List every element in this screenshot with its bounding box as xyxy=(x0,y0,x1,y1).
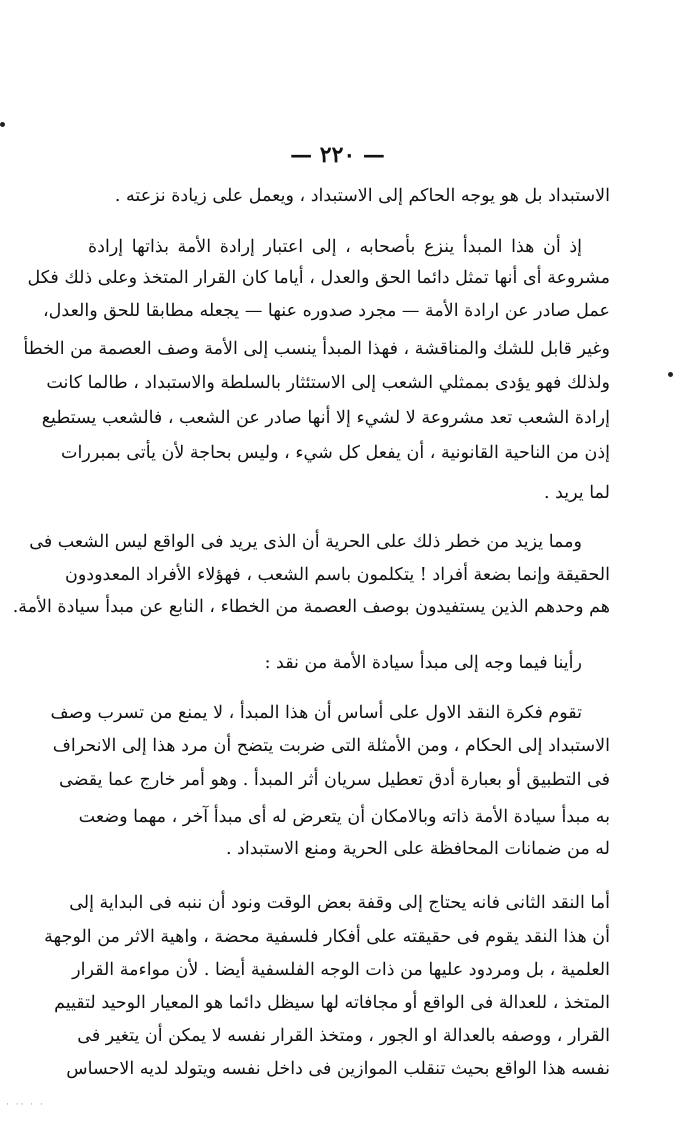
paragraph-line: ولذلك فهو يؤدى بممثلي الشعب إلى الاستئثار بالسلطة والاستبداد ، طالما كانت xyxy=(46,373,610,393)
paragraph-line: إذ أن هذا المبدأ ينزع بأصحابه ، إلى اعتبار إرادة الأمة بذاتها إرادة xyxy=(88,237,582,257)
paragraph-line: إذن من الناحية القانونية ، أن يفعل كل شيء ، وليس بحاجة لأن يأتى بمبررات xyxy=(61,443,610,463)
paragraph-line: إرادة الشعب تعد مشروعة لا لشيء إلا أنها صادر عن الشعب ، فالشعب يستطيع xyxy=(41,408,610,428)
paragraph-line: رأينا فيما وجه إلى مبدأ سيادة الأمة من نقد : xyxy=(264,653,582,673)
paragraph-line: أن هذا النقد يقوم فى حقيقته على أفكار فلسفية محضة ، واهية الاثر من الوجهة xyxy=(44,927,610,947)
paragraph-line: لما يريد . xyxy=(543,483,610,503)
paragraph-line: أما النقد الثانى فانه يحتاج إلى وقفة بعض الوقت ونود أن ننبه فى البداية إلى xyxy=(69,893,610,913)
paragraph-line: عمل صادر عن ارادة الأمة — مجرد صدوره عنها — يجعله مطابقا للحق والعدل، xyxy=(43,301,610,321)
paragraph-line: له من ضمانات المحافظة على الحرية ومنع الاستبداد . xyxy=(225,839,610,859)
paragraph-line: الاستبداد إلى الحكام ، ومن الأمثلة التى ضربت يتضح أن مرد هذا إلى الانحراف xyxy=(52,736,610,756)
paragraph-line: هم وحدهم الذين يستفيدون بوصف العصمة من الخطاء ، النابع عن مبدأ سيادة الأمة. xyxy=(12,597,610,617)
paragraph-line: القرار ، ووصفه بالعدالة او الجور ، ومتخذ القرار نفسه لا يمكن أن يتغير فى xyxy=(77,1026,610,1046)
paragraph-line: به مبدأ سيادة الأمة ذاته وبالامكان أن يتعرض له أى مبدأ آخر ، مهما وضعت xyxy=(78,807,610,827)
scan-mark-left-top xyxy=(0,122,5,127)
scan-mark-right xyxy=(668,372,673,377)
paragraph-line: المتخذ ، للعدالة فى الواقع أو مجافاته لها سيظل دائما هو المعيار الوحيد لتقييم xyxy=(54,993,610,1013)
paragraph-line: تقوم فكرة النقد الاول على أساس أن هذا المبدأ ، لا يمنع من تسرب وصف xyxy=(50,703,582,723)
paragraph-line: فى التطبيق أو بعبارة أدق تعطيل سريان أثر المبدأ . وهو أمر خارج عما يقضى xyxy=(59,770,610,790)
paragraph-line: نفسه هذا الواقع بحيث تنقلب الموازين فى داخل نفسه ويتولد لديه الاحساس xyxy=(66,1059,610,1079)
paragraph-line: الاستبداد بل هو يوجه الحاكم إلى الاستبداد ، ويعمل على زيادة نزعته . xyxy=(114,186,610,206)
paragraph-line: الحقيقة وإنما بضعة أفراد ! يتكلمون باسم الشعب ، فهؤلاء الأفراد المعدودون xyxy=(64,565,610,585)
paragraph-line: وغير قابل للشك والمناقشة ، فهذا المبدأ ينسب إلى الأمة وصف العصمة من الخطأ xyxy=(23,339,610,359)
scan-noise: · ·· · · xyxy=(6,1100,45,1110)
paragraph-line: ومما يزيد من خطر ذلك على الحرية أن الذى يريد فى الواقع ليس الشعب فى xyxy=(29,532,582,552)
paragraph-line: العلمية ، بل ومردود عليها من ذات الوجه الفلسفية أيضا . لأن مواءمة القرار xyxy=(72,960,610,980)
page-number: — ٢٢٠ — xyxy=(290,142,385,168)
paragraph-line: مشروعة أى أنها تمثل دائما الحق والعدل ، أياما كان القرار المتخذ وعلى ذلك فكل xyxy=(27,268,610,288)
